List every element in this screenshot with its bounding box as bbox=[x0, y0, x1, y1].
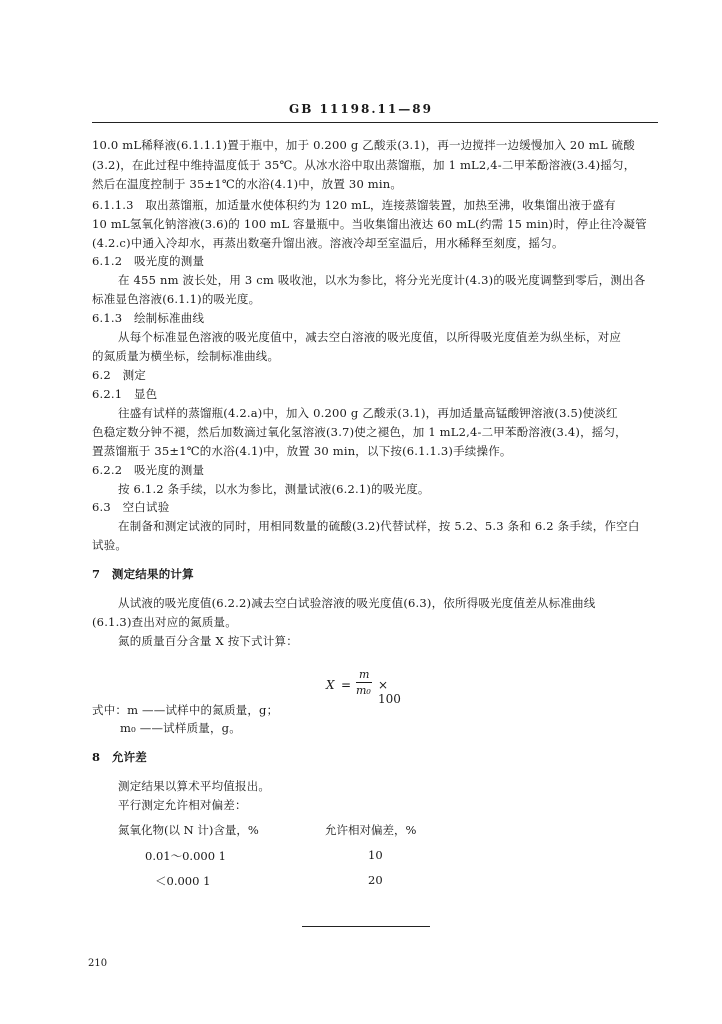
body-line: (4.2.c)中通入冷却水，再蒸出数毫升馏出液。溶液冷却至室温后，用水稀释至刻度，摇匀。 bbox=[92, 236, 564, 250]
body-line: (3.2)，在此过程中维持温度低于 35℃。从冰水浴中取出蒸馏瓶，加 1 mL2,4-二甲苯酚溶液(3.4)摇匀， bbox=[92, 158, 636, 172]
standard-code-header: GB 11198.11—89 bbox=[289, 102, 433, 116]
variable-definition: m₀ ——试样质量，g。 bbox=[120, 721, 241, 735]
header-rule bbox=[92, 122, 658, 123]
table-header: 氮氧化物(以 N 计)含量，% bbox=[118, 823, 259, 837]
body-line: 往盛有试样的蒸馏瓶(4.2.a)中，加入 0.200 g 乙酸汞(3.1)，再加适量高锰酸钾溶液(3.5)使淡红 bbox=[118, 406, 618, 420]
section-heading: 7 测定结果的计算 bbox=[92, 567, 194, 581]
section-heading: 6.2.2 吸光度的测量 bbox=[92, 463, 205, 477]
body-line: 10.0 mL稀释液(6.1.1.1)置于瓶中，加于 0.200 g 乙酸汞(3.1)，再一边搅拌一边缓慢加入 20 mL 硫酸 bbox=[92, 138, 635, 152]
body-line: 10 mL氢氧化钠溶液(3.6)的 100 mL 容量瓶中。当收集馏出液达 60 mL(约需 15 min)时，停止往冷凝管 bbox=[92, 217, 647, 231]
section-heading: 6.3 空白试验 bbox=[92, 500, 170, 514]
body-line: 平行测定允许相对偏差： bbox=[118, 798, 247, 812]
section-heading: 6.2.1 显色 bbox=[92, 387, 158, 401]
body-line: 测定结果以算术平均值报出。 bbox=[118, 779, 271, 793]
table-cell: ＜0.000 1 bbox=[155, 874, 211, 888]
formula-equals: = bbox=[341, 678, 352, 692]
body-line: 试验。 bbox=[92, 538, 128, 552]
body-line: 然后在温度控制于 35±1℃的水浴(4.1)中，放置 30 min。 bbox=[92, 177, 403, 191]
body-line: (6.1.3)查出对应的氮质量。 bbox=[92, 615, 237, 629]
section-heading: 8 允许差 bbox=[92, 750, 148, 764]
body-line: 置蒸馏瓶于 35±1℃的水浴(4.1)中，放置 30 min，以下按(6.1.1.3)手续操作。 bbox=[92, 444, 512, 458]
table-cell: 10 bbox=[368, 848, 383, 862]
formula-denominator: m₀ bbox=[356, 684, 371, 697]
body-line: 在 455 nm 波长处，用 3 cm 吸收池，以水为参比，将分光光度计(4.3)的吸光度调整到零后，测出各 bbox=[118, 273, 646, 287]
page-number: 210 bbox=[88, 958, 108, 969]
table-cell: 20 bbox=[368, 873, 383, 887]
variable-definition: 式中：m ——试样中的氮质量，g； bbox=[92, 703, 279, 717]
footer-rule bbox=[302, 926, 430, 927]
section-heading: 6.1.2 吸光度的测量 bbox=[92, 254, 205, 268]
table-cell: 0.01～0.000 1 bbox=[145, 849, 226, 863]
body-line: 在制备和测定试液的同时，用相同数量的硫酸(3.2)代替试样，按 5.2、5.3 条和 6.2 条手续，作空白 bbox=[118, 519, 640, 533]
formula-multiplier: × 100 bbox=[378, 678, 401, 706]
body-line: 标准显色溶液(6.1.1)的吸光度。 bbox=[92, 292, 261, 306]
fraction-bar bbox=[356, 682, 372, 683]
body-line: 的氮质量为横坐标，绘制标准曲线。 bbox=[92, 349, 280, 363]
table-header: 允许相对偏差，% bbox=[325, 823, 417, 837]
body-line: 按 6.1.2 条手续，以水为参比，测量试液(6.2.1)的吸光度。 bbox=[118, 482, 430, 496]
formula-numerator: m bbox=[359, 668, 370, 681]
section-heading: 6.1.3 绘制标准曲线 bbox=[92, 311, 205, 325]
body-line: 从每个标准显色溶液的吸光度值中，减去空白溶液的吸光度值，以所得吸光度值差为纵坐标，对应 bbox=[118, 330, 622, 344]
body-line: 从试液的吸光度值(6.2.2)减去空白试验溶液的吸光度值(6.3)，依所得吸光度值差从标准曲线 bbox=[118, 596, 596, 610]
body-line: 氮的质量百分含量 X 按下式计算： bbox=[118, 634, 298, 648]
formula-lhs: X bbox=[326, 678, 335, 692]
body-line: 6.1.1.3 取出蒸馏瓶，加适量水使体积约为 120 mL，连接蒸馏装置，加热至沸，收集馏出液于盛有 bbox=[92, 198, 616, 212]
body-line: 色稳定数分钟不褪，然后加数滴过氧化氢溶液(3.7)使之褪色，加 1 mL2,4-二甲苯酚溶液(3.4)，摇匀， bbox=[92, 425, 627, 439]
section-heading: 6.2 测定 bbox=[92, 368, 146, 382]
